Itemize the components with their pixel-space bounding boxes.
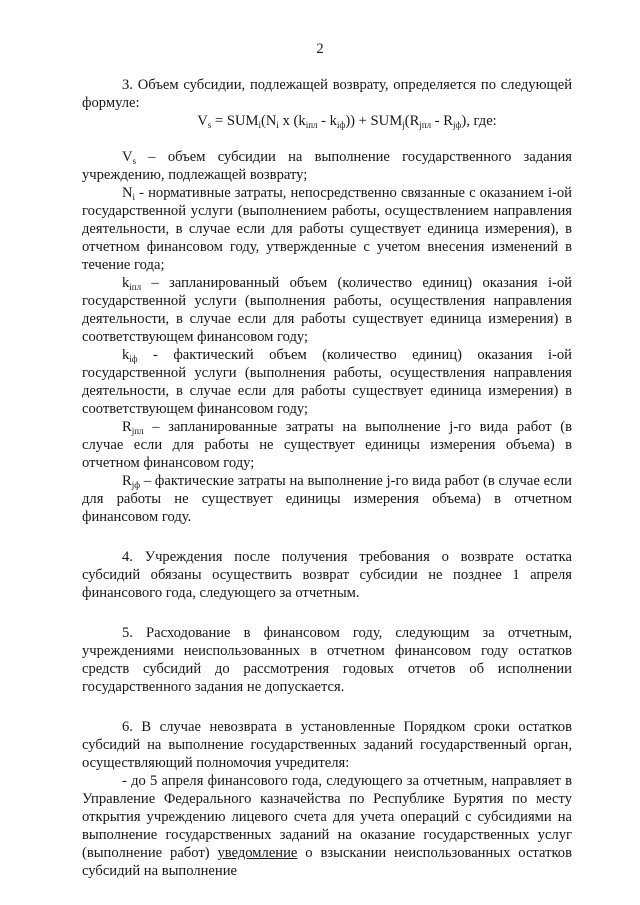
- definition-symbol: N: [122, 185, 133, 201]
- definition-subscript: iпл: [129, 282, 142, 292]
- formula-subscript: i: [258, 120, 261, 130]
- formula-subscript: jпл: [419, 120, 432, 130]
- definition-kipl: [82, 274, 572, 346]
- formula-part: = SUM: [211, 113, 259, 129]
- definition-symbol: k: [122, 347, 130, 363]
- formula-subscript: i: [276, 120, 279, 130]
- bullet-text-end: о взыскании неиспользованных остатков субсидий на выполнение: [82, 845, 572, 879]
- formula-part: (N: [261, 113, 277, 129]
- formula: [122, 112, 572, 130]
- formula-part: (R: [404, 113, 420, 129]
- definition-text: - нормативные затраты, непосредственно связанные с оказанием i-ой государственной услуги (выполнением работы, осуществлением направления деятельности, в случае если для работы существует единица измерения), в отчетном финансовом году, утвержденные с учетом внесения изменений в течение года;: [82, 185, 572, 273]
- definition-subscript: jф: [131, 480, 141, 490]
- page-number: 2: [316, 41, 324, 57]
- formula-subscript: iф: [336, 120, 346, 130]
- formula-part: - k: [317, 113, 337, 129]
- spacer: [82, 130, 572, 148]
- clause-4: 4. Учреждения после получения требования о возврате остатка субсидий обязаны осуществить возврат субсидии не позднее 1 апреля финансового года, следующего за отчетным.: [82, 549, 572, 601]
- definition-vs: [82, 148, 572, 184]
- clause-6-bullet: [82, 772, 572, 880]
- formula-subscript: jф: [453, 120, 462, 130]
- formula-part: V: [197, 113, 208, 129]
- formula-subscript: iпл: [305, 120, 318, 130]
- clause-3-intro: 3. Объем субсидии, подлежащей возврату, определяется по следующей формуле:: [82, 77, 572, 111]
- definition-text: - фактический объем (количество единиц) оказания i-ой государственной услуги (выполнения работы, осуществления направления деятельности, в случае если для работы существует единица измерения) в соответствующем финансовом году;: [82, 347, 572, 417]
- spacer: [82, 602, 572, 624]
- formula-part: x (k: [278, 113, 306, 129]
- formula-part: )) + SUM: [345, 113, 403, 129]
- document-body: [82, 76, 572, 880]
- definition-text: – фактические затраты на выполнение j-го вида работ (в случае если для работы не существует единицы измерения объема) в отчетном финансовом году.: [82, 473, 572, 525]
- formula-subscript: j: [402, 120, 405, 130]
- definition-text: – запланированные затраты на выполнение j-го вида работ (в случае если для работы не существует единицы измерения объема) в отчетном финансовом году;: [82, 419, 572, 471]
- definition-ni: [82, 184, 572, 274]
- notification-link[interactable]: уведомление: [217, 845, 298, 861]
- spacer: [82, 526, 572, 548]
- formula-part: - R: [431, 113, 454, 129]
- definition-subscript: jпл: [131, 426, 144, 436]
- bullet-text: - до 5 апреля финансового года, следующего за отчетным, направляет в Управление Федерального казначейства по Республике Бурятия по месту открытия учреждению лицевого счета для учета операций с субсидиями на выполнение государственных заданий на оказание государственных услуг (выполнение работ): [82, 773, 572, 861]
- definition-symbol: V: [122, 149, 133, 165]
- definition-rjf: [82, 472, 572, 526]
- spacer: [82, 696, 572, 718]
- formula-part: ), где:: [461, 113, 497, 129]
- definition-symbol: R: [122, 419, 132, 435]
- definition-symbol: k: [122, 275, 130, 291]
- formula-subscript: s: [207, 120, 212, 130]
- definition-subscript: i: [132, 192, 136, 202]
- clause-6-intro: 6. В случае невозврата в установленные Порядком сроки остатков субсидий на выполнение государственных заданий государственный орган, осуществляющий полномочия учредителя:: [82, 719, 572, 771]
- definition-symbol: R: [122, 473, 132, 489]
- definition-rjpl: [82, 418, 572, 472]
- definition-kif: [82, 346, 572, 418]
- definition-text: – запланированный объем (количество единиц) оказания i-ой государственной услуги (выполнения работы, осуществления направления деятельности, в случае если для работы существует единица измерения) в соответствующем финансовом году;: [82, 275, 572, 345]
- clause-5: 5. Расходование в финансовом году, следующим за отчетным, учреждениями неиспользованных в отчетном финансовом году остатков средств субсидий до рассмотрения годовых отчетов об исполнении государственного задания не допускается.: [82, 625, 572, 695]
- definition-subscript: iф: [129, 354, 138, 364]
- definition-text: – объем субсидии на выполнение государственного задания учреждению, подлежащей возврату;: [82, 149, 572, 183]
- definition-subscript: s: [132, 156, 137, 166]
